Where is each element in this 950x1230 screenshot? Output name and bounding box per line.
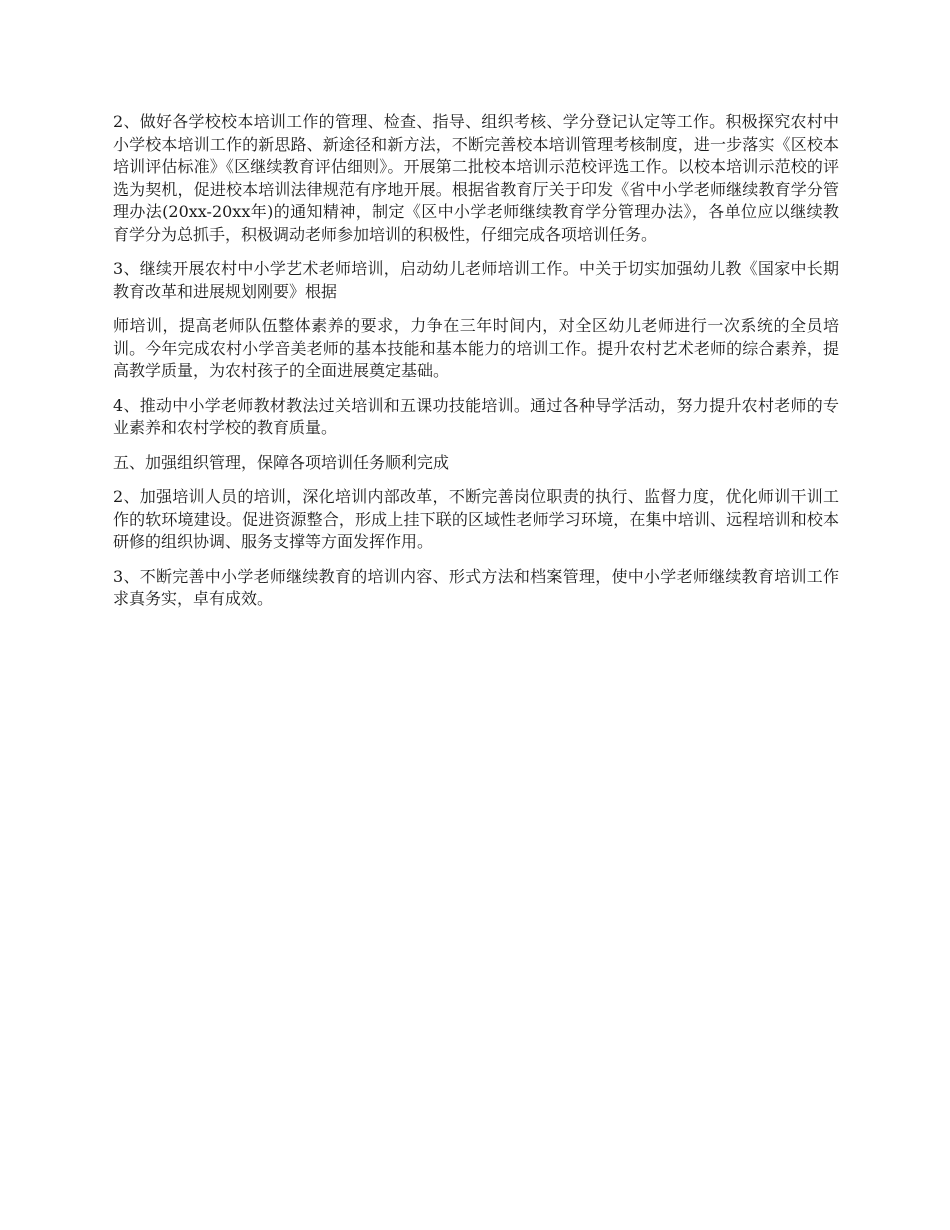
paragraph-item-3-content-improvement: 3、不断完善中小学老师继续教育的培训内容、形式方法和档案管理，使中小学老师继续教育培训工作求真务实，卓有成效。 xyxy=(113,566,839,608)
paragraph-continuation: 师培训，提高老师队伍整体素养的要求，力争在三年时间内，对全区幼儿老师进行一次系统的全员培训。今年完成农村小学音美老师的基本技能和基本能力的培训工作。提升农村艺术老师的综合素养，提高教学质量，为农村孩子的全面进展奠定基础。 xyxy=(113,316,839,380)
section-heading-5: 五、加强组织管理，保障各项培训任务顺利完成 xyxy=(113,452,450,472)
paragraph-item-2-staff-training: 2、加强培训人员的培训，深化培训内部改革，不断完善岗位职责的执行、监督力度，优化师训干训工作的软环境建设。促进资源整合，形成上挂下联的区域性老师学习环境，在集中培训、远程培训和校本研修的组织协调、服务支撑等方面发挥作用。 xyxy=(113,487,839,551)
paragraph-item-4-teaching-methods: 4、推动中小学老师教材教法过关培训和五课功技能培训。通过各种导学活动，努力提升农村老师的专业素养和农村学校的教育质量。 xyxy=(113,395,839,437)
paragraph-item-2-management: 2、做好各学校校本培训工作的管理、检查、指导、组织考核、学分登记认定等工作。积极探究农村中小学校本培训工作的新思路、新途径和新方法，不断完善校本培训管理考核制度，进一步落实《区校本培训评估标准》《区继续教育评估细则》。开展第二批校本培训示范校评选工作。以校本培训示范校的评选为契机，促进校本培训法律规范有序地开展。根据省教育厅关于印发《省中小学老师继续教育学分管理办法(20xx-20xx年)的通知精神，制定《区中小学老师继续教育学分管理办法》，各单位应以继续教育学分为总抓手，积极调动老师参加培训的积极性，仔细完成各项培训任务。 xyxy=(113,112,839,244)
paragraph-item-3-arts-training: 3、继续开展农村中小学艺术老师培训，启动幼儿老师培训工作。中关于切实加强幼儿教《国家中长期教育改革和进展规划刚要》根据 xyxy=(113,259,839,301)
document-body xyxy=(113,111,839,623)
